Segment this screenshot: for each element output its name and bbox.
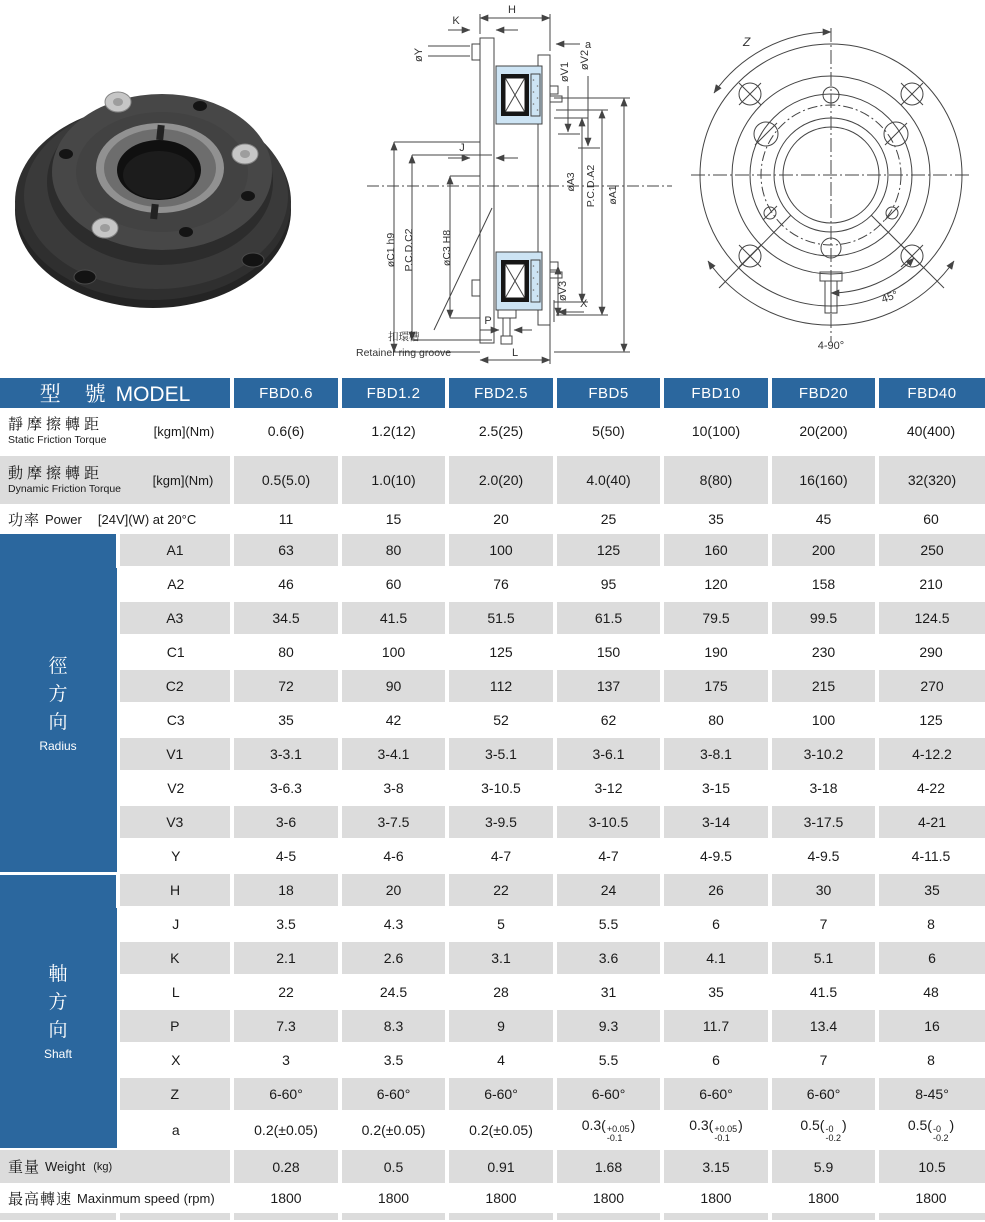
- dim-label-cell: X: [118, 1043, 232, 1077]
- dim-C3-value-cell: 62: [555, 703, 662, 737]
- dim-label-P: P: [484, 315, 492, 327]
- dim-C1-value-cell: 150: [555, 635, 662, 669]
- weight-value-cell: 1.68: [555, 1149, 662, 1184]
- dim-label-cell: V2: [118, 771, 232, 805]
- dim-H-value-cell: 24: [555, 873, 662, 907]
- dim-label-V2: øV2: [579, 49, 591, 71]
- dynamic_friction-value-cell: 4.0(40): [555, 455, 662, 505]
- table-header-row: [0, 378, 985, 408]
- dim-A3-value-cell: 124.5: [877, 601, 985, 635]
- dim-C3-value-cell: 52: [447, 703, 555, 737]
- dim-row-K: [0, 941, 985, 975]
- dim-V2-value-cell: 3-12: [555, 771, 662, 805]
- dim-P-value-cell: 7.3: [232, 1009, 340, 1043]
- dim-A1-value-cell: 200: [770, 533, 877, 567]
- dim-A2-value-cell: 120: [662, 567, 770, 601]
- dim-P-value-cell: 13.4: [770, 1009, 877, 1043]
- dim-V1-value-cell: 3-8.1: [662, 737, 770, 771]
- dim-label-V3: øV3: [557, 280, 569, 302]
- row-label: 靜摩擦轉距 Static Friction Torque [kgm](Nm): [0, 408, 232, 455]
- dim-label-Z: Z: [743, 35, 751, 49]
- dim-Y-value-cell: 4-9.5: [662, 839, 770, 873]
- dim-V2-value-cell: 4-22: [877, 771, 985, 805]
- dim-J-value-cell: 5.5: [555, 907, 662, 941]
- column-header-cell: FBD1.2: [340, 378, 447, 408]
- dim-L-value-cell: 41.5: [770, 975, 877, 1009]
- dim-Z-value-cell: 6-60°: [232, 1077, 340, 1111]
- dim-A1-value-cell: 100: [447, 533, 555, 567]
- weight-value-cell: 3.15: [662, 1149, 770, 1184]
- dim-label-cell: H: [118, 873, 232, 907]
- dim-A3-value-cell: 41.5: [340, 601, 447, 635]
- dim-K-value-cell: 3.1: [447, 941, 555, 975]
- weight-value-cell: 0.91: [447, 1149, 555, 1184]
- row-label: 重量 Weight (kg): [0, 1149, 232, 1184]
- model-header-cell: [0, 378, 232, 408]
- static_friction-value-cell: 40(400): [877, 408, 985, 455]
- dim-label-cell: C3: [118, 703, 232, 737]
- dynamic_friction-value-cell: 32(320): [877, 455, 985, 505]
- dim-label-K: K: [452, 15, 460, 27]
- spec-row-power: [0, 505, 985, 533]
- dim-label-C3: øC3 H8: [441, 229, 453, 267]
- dim-row-L: [0, 975, 985, 1009]
- power-value-cell: 35: [662, 505, 770, 533]
- dim-C1-value-cell: 190: [662, 635, 770, 669]
- dim-V3-value-cell: 3-7.5: [340, 805, 447, 839]
- dim-C2-value-cell: 270: [877, 669, 985, 703]
- dynamic_friction-value-cell: 2.0(20): [447, 455, 555, 505]
- dim-V1-value-cell: 3-5.1: [447, 737, 555, 771]
- dim-V1-value-cell: 3-10.2: [770, 737, 877, 771]
- column-header-cell: FBD5: [555, 378, 662, 408]
- dim-a-value-cell: 0.5( -0 -0.2 ): [770, 1111, 877, 1149]
- static_friction-value-cell: 20(200): [770, 408, 877, 455]
- dim-H-value-cell: 18: [232, 873, 340, 907]
- dim-L-value-cell: 31: [555, 975, 662, 1009]
- dim-J-value-cell: 3.5: [232, 907, 340, 941]
- weight-value-cell: 0.28: [232, 1149, 340, 1184]
- dim-V3-value-cell: 3-10.5: [555, 805, 662, 839]
- product-photo: [10, 32, 295, 322]
- power-value-cell: 60: [877, 505, 985, 533]
- dim-V2-value-cell: 3-8: [340, 771, 447, 805]
- column-header-cell: FBD40: [877, 378, 985, 408]
- dim-C2-value-cell: 137: [555, 669, 662, 703]
- dim-label-cell: V1: [118, 737, 232, 771]
- dim-H-value-cell: 35: [877, 873, 985, 907]
- dynamic_friction-value-cell: 1.0(10): [340, 455, 447, 505]
- dim-row-P: [0, 1009, 985, 1043]
- dim-label-Y: øY: [413, 47, 425, 63]
- dim-Z-value-cell: 6-60°: [447, 1077, 555, 1111]
- dim-V2-value-cell: 3-10.5: [447, 771, 555, 805]
- dim-Y-value-cell: 4-7: [555, 839, 662, 873]
- dim-P-value-cell: 8.3: [340, 1009, 447, 1043]
- dim-label-cell: C1: [118, 635, 232, 669]
- dim-K-value-cell: 6: [877, 941, 985, 975]
- dim-V3-value-cell: 3-14: [662, 805, 770, 839]
- dim-V2-value-cell: 3-15: [662, 771, 770, 805]
- dim-label-cell: Z: [118, 1077, 232, 1111]
- static_friction-value-cell: 5(50): [555, 408, 662, 455]
- dim-J-value-cell: 4.3: [340, 907, 447, 941]
- dim-V2-value-cell: 3-6.3: [232, 771, 340, 805]
- dim-label-A3: øA3: [565, 172, 577, 192]
- dim-a-value-cell: 0.3( +0.05 -0.1 ): [555, 1111, 662, 1149]
- power-value-cell: 11: [232, 505, 340, 533]
- dim-A2-value-cell: 210: [877, 567, 985, 601]
- dim-C2-value-cell: 215: [770, 669, 877, 703]
- dim-label-H: H: [508, 4, 516, 16]
- dim-Y-value-cell: 4-6: [340, 839, 447, 873]
- speed-value-cell: 1800: [340, 1184, 447, 1212]
- dynamic_friction-value-cell: 0.5(5.0): [232, 455, 340, 505]
- dim-C3-value-cell: 125: [877, 703, 985, 737]
- dim-A3-value-cell: 51.5: [447, 601, 555, 635]
- dim-row-A3: [0, 601, 985, 635]
- column-header-cell: FBD10: [662, 378, 770, 408]
- dim-X-value-cell: 3.5: [340, 1043, 447, 1077]
- dim-J-value-cell: 5: [447, 907, 555, 941]
- group-label-radius: 徑 方 向 Radius: [0, 533, 118, 873]
- dim-L-value-cell: 22: [232, 975, 340, 1009]
- dim-A3-value-cell: 99.5: [770, 601, 877, 635]
- dim-label-cell: A1: [118, 533, 232, 567]
- dim-row-X: [0, 1043, 985, 1077]
- dim-H-value-cell: 30: [770, 873, 877, 907]
- dim-J-value-cell: 6: [662, 907, 770, 941]
- dim-X-value-cell: 5.5: [555, 1043, 662, 1077]
- dim-C1-value-cell: 230: [770, 635, 877, 669]
- dim-V1-value-cell: 3-6.1: [555, 737, 662, 771]
- dim-J-value-cell: 7: [770, 907, 877, 941]
- dim-A2-value-cell: 95: [555, 567, 662, 601]
- dim-X-value-cell: 6: [662, 1043, 770, 1077]
- dim-C2-value-cell: 175: [662, 669, 770, 703]
- dim-label-J: J: [459, 142, 465, 154]
- row-label: 動摩擦轉距 Dynamic Friction Torque [kgm](Nm): [0, 455, 232, 505]
- spec-row-dynamic_friction: [0, 455, 985, 505]
- dim-label-PCD-C2: P.C.D.C2: [403, 228, 415, 272]
- dim-C3-value-cell: 100: [770, 703, 877, 737]
- weight-value-cell: 5.9: [770, 1149, 877, 1184]
- dim-V3-value-cell: 3-6: [232, 805, 340, 839]
- dim-row-a: [0, 1111, 985, 1149]
- dim-row-Z: [0, 1077, 985, 1111]
- dim-H-value-cell: 26: [662, 873, 770, 907]
- dim-Y-value-cell: 4-11.5: [877, 839, 985, 873]
- dim-a-value-cell: 0.3( +0.05 -0.1 ): [662, 1111, 770, 1149]
- dim-a-value-cell: 0.2(±0.05): [232, 1111, 340, 1149]
- power-value-cell: 15: [340, 505, 447, 533]
- dim-A2-value-cell: 46: [232, 567, 340, 601]
- dim-label-cell: J: [118, 907, 232, 941]
- angle-label-4-90: 4-90°: [817, 340, 845, 352]
- dim-A1-value-cell: 125: [555, 533, 662, 567]
- dim-row-C2: [0, 669, 985, 703]
- speed-value-cell: 1800: [447, 1184, 555, 1212]
- speed-value-cell: 1800: [770, 1184, 877, 1212]
- dim-K-value-cell: 4.1: [662, 941, 770, 975]
- dim-P-value-cell: 9.3: [555, 1009, 662, 1043]
- dim-H-value-cell: 20: [340, 873, 447, 907]
- speed-value-cell: 1800: [232, 1184, 340, 1212]
- dim-V1-value-cell: 3-3.1: [232, 737, 340, 771]
- power-value-cell: 20: [447, 505, 555, 533]
- dim-label-A1: øA1: [607, 185, 619, 205]
- dim-Z-value-cell: 6-60°: [662, 1077, 770, 1111]
- column-header-cell: FBD0.6: [232, 378, 340, 408]
- dim-label-cell: Y: [118, 839, 232, 873]
- dim-K-value-cell: 3.6: [555, 941, 662, 975]
- dim-label-cell: K: [118, 941, 232, 975]
- dim-row-V2: [0, 771, 985, 805]
- dim-Z-value-cell: 6-60°: [340, 1077, 447, 1111]
- dim-label-L: L: [511, 347, 519, 359]
- dim-label-a: a: [585, 39, 592, 51]
- dim-label-cell: A3: [118, 601, 232, 635]
- dim-A1-value-cell: 63: [232, 533, 340, 567]
- dim-A1-value-cell: 160: [662, 533, 770, 567]
- note-retainer-en: Retainer ring groove: [356, 347, 452, 359]
- static_friction-value-cell: 0.6(6): [232, 408, 340, 455]
- model-label-en: MODEL: [115, 383, 191, 406]
- dim-label-X: X: [580, 298, 588, 310]
- dim-row-Y: [0, 839, 985, 873]
- dim-label-cell: L: [118, 975, 232, 1009]
- dim-a-value-cell: 0.5( -0 -0.2 ): [877, 1111, 985, 1149]
- dim-Y-value-cell: 4-5: [232, 839, 340, 873]
- dim-a-value-cell: 0.2(±0.05): [447, 1111, 555, 1149]
- dim-H-value-cell: 22: [447, 873, 555, 907]
- dim-row-H: [0, 873, 985, 907]
- dim-label-cell: P: [118, 1009, 232, 1043]
- dim-Z-value-cell: 6-60°: [770, 1077, 877, 1111]
- dim-Y-value-cell: 4-9.5: [770, 839, 877, 873]
- dim-Y-value-cell: 4-7: [447, 839, 555, 873]
- dim-row-V3: [0, 805, 985, 839]
- dim-C3-value-cell: 42: [340, 703, 447, 737]
- row-label: 最高轉速 Maxinmum speed (rpm): [0, 1184, 232, 1212]
- dim-L-value-cell: 28: [447, 975, 555, 1009]
- dim-C3-value-cell: 80: [662, 703, 770, 737]
- dim-C1-value-cell: 100: [340, 635, 447, 669]
- dim-K-value-cell: 2.1: [232, 941, 340, 975]
- dim-row-C1: [0, 635, 985, 669]
- dim-C3-value-cell: 35: [232, 703, 340, 737]
- dim-C2-value-cell: 72: [232, 669, 340, 703]
- dim-X-value-cell: 8: [877, 1043, 985, 1077]
- spec-row-static_friction: [0, 408, 985, 455]
- dim-label-PCD-A2: P.C.D.A2: [585, 164, 597, 208]
- speed-value-cell: 1800: [877, 1184, 985, 1212]
- group-label-shaft: 軸 方 向 Shaft: [0, 873, 118, 1149]
- spec-table: [0, 378, 985, 1222]
- speed-value-cell: 1800: [662, 1184, 770, 1212]
- dim-label-cell: A2: [118, 567, 232, 601]
- dim-X-value-cell: 4: [447, 1043, 555, 1077]
- dim-row-A2: [0, 567, 985, 601]
- weight-value-cell: 0.5: [340, 1149, 447, 1184]
- dim-X-value-cell: 7: [770, 1043, 877, 1077]
- dim-V3-value-cell: 3-9.5: [447, 805, 555, 839]
- front-view-drawing: [683, 2, 985, 366]
- dim-A2-value-cell: 60: [340, 567, 447, 601]
- dim-L-value-cell: 48: [877, 975, 985, 1009]
- dim-V3-value-cell: 4-21: [877, 805, 985, 839]
- dim-V2-value-cell: 3-18: [770, 771, 877, 805]
- dim-V1-value-cell: 3-4.1: [340, 737, 447, 771]
- static_friction-value-cell: 1.2(12): [340, 408, 447, 455]
- dim-L-value-cell: 35: [662, 975, 770, 1009]
- dim-J-value-cell: 8: [877, 907, 985, 941]
- model-label-zh: 型 號: [39, 383, 115, 406]
- dim-A1-value-cell: 250: [877, 533, 985, 567]
- section-drawing: [352, 0, 687, 376]
- dim-L-value-cell: 24.5: [340, 975, 447, 1009]
- weight-value-cell: 10.5: [877, 1149, 985, 1184]
- spec-row-speed: [0, 1184, 985, 1212]
- dim-C2-value-cell: 112: [447, 669, 555, 703]
- note-retainer-zh: 扣環槽: [388, 331, 420, 343]
- figures-row: [0, 0, 985, 378]
- dynamic_friction-value-cell: 8(80): [662, 455, 770, 505]
- dim-row-C3: [0, 703, 985, 737]
- dim-K-value-cell: 5.1: [770, 941, 877, 975]
- column-header-cell: FBD20: [770, 378, 877, 408]
- dim-K-value-cell: 2.6: [340, 941, 447, 975]
- dim-row-V1: [0, 737, 985, 771]
- angle-label-45: 45°: [879, 288, 900, 306]
- dim-label-V1: øV1: [559, 61, 571, 83]
- dim-P-value-cell: 16: [877, 1009, 985, 1043]
- power-value-cell: 25: [555, 505, 662, 533]
- dim-label-cell: V3: [118, 805, 232, 839]
- dim-V3-value-cell: 3-17.5: [770, 805, 877, 839]
- dim-C1-value-cell: 80: [232, 635, 340, 669]
- dim-A3-value-cell: 79.5: [662, 601, 770, 635]
- row-label: 功率 Power [24V](W) at 20°C: [0, 505, 232, 533]
- static_friction-value-cell: 2.5(25): [447, 408, 555, 455]
- dim-a-value-cell: 0.2(±0.05): [340, 1111, 447, 1149]
- dim-label-cell: a: [118, 1111, 232, 1149]
- dim-A3-value-cell: 34.5: [232, 601, 340, 635]
- dim-P-value-cell: 11.7: [662, 1009, 770, 1043]
- dim-C1-value-cell: 125: [447, 635, 555, 669]
- dim-row-A1: [0, 533, 985, 567]
- dim-C2-value-cell: 90: [340, 669, 447, 703]
- power-value-cell: 45: [770, 505, 877, 533]
- column-header-cell: FBD2.5: [447, 378, 555, 408]
- static_friction-value-cell: 10(100): [662, 408, 770, 455]
- dim-A1-value-cell: 80: [340, 533, 447, 567]
- dim-A2-value-cell: 158: [770, 567, 877, 601]
- dim-P-value-cell: 9: [447, 1009, 555, 1043]
- dynamic_friction-value-cell: 16(160): [770, 455, 877, 505]
- dim-Z-value-cell: 6-60°: [555, 1077, 662, 1111]
- spec-row-weight: [0, 1149, 985, 1184]
- speed-value-cell: 1800: [555, 1184, 662, 1212]
- dim-X-value-cell: 3: [232, 1043, 340, 1077]
- dim-Z-value-cell: 8-45°: [877, 1077, 985, 1111]
- dim-C1-value-cell: 290: [877, 635, 985, 669]
- dim-V1-value-cell: 4-12.2: [877, 737, 985, 771]
- dim-label-cell: C2: [118, 669, 232, 703]
- dim-row-J: [0, 907, 985, 941]
- dim-A3-value-cell: 61.5: [555, 601, 662, 635]
- dim-label-C1: øC1 h9: [385, 232, 397, 268]
- dim-A2-value-cell: 76: [447, 567, 555, 601]
